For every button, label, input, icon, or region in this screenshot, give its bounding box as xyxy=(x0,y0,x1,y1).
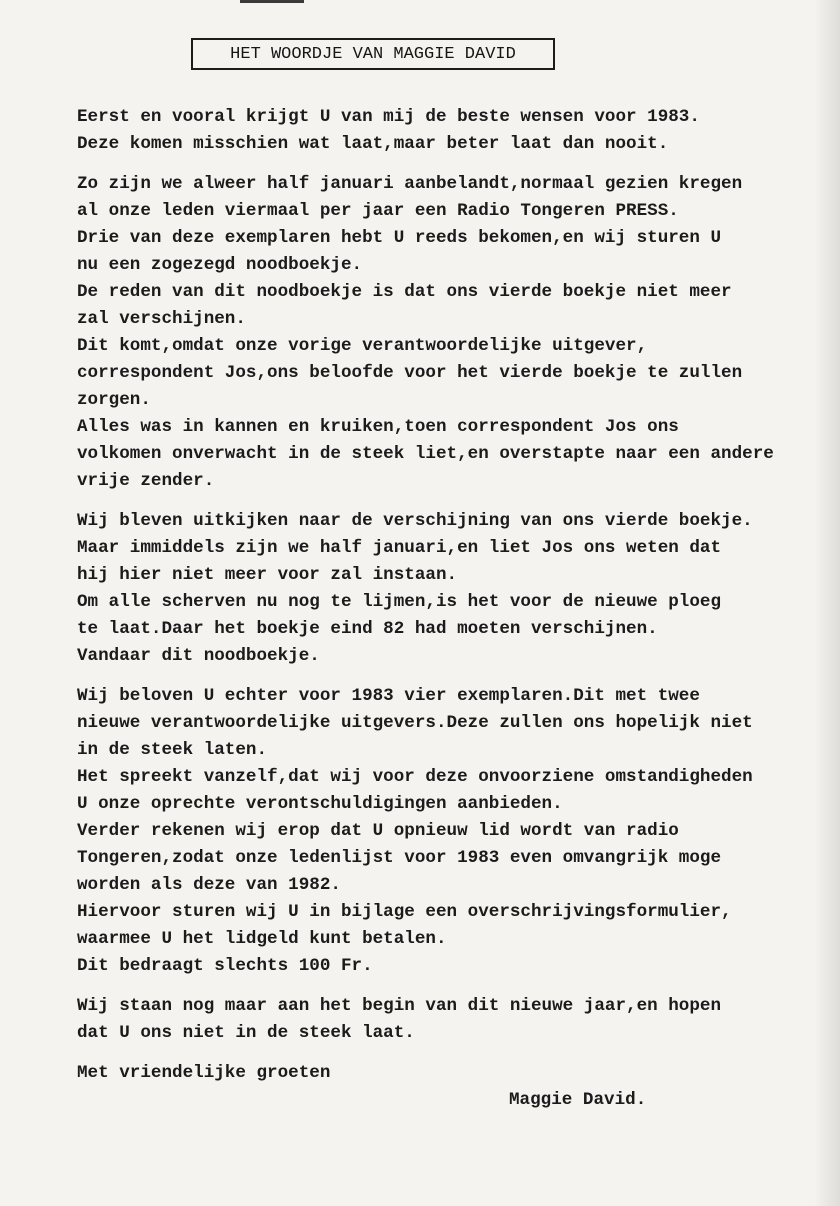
paragraph xyxy=(77,171,817,495)
text-line: nieuwe verantwoordelijke uitgevers.Deze zullen ons hopelijk niet xyxy=(77,713,753,733)
paragraph xyxy=(77,993,817,1047)
text-line: vrije zender. xyxy=(77,471,215,491)
text-line: Wij beloven U echter voor 1983 vier exemplaren.Dit met twee xyxy=(77,686,700,706)
letter-body xyxy=(77,104,817,1114)
text-line: Verder rekenen wij erop dat U opnieuw lid wordt van radio xyxy=(77,821,679,841)
text-line: Dit komt,omdat onze vorige verantwoordelijke uitgever, xyxy=(77,336,648,356)
text-line: U onze oprechte verontschuldigingen aanbieden. xyxy=(77,794,563,814)
text-line: Wij bleven uitkijken naar de verschijning van ons vierde boekje. xyxy=(77,511,753,531)
text-line: nu een zogezegd noodboekje. xyxy=(77,255,363,275)
paragraph xyxy=(77,508,817,670)
text-line: Tongeren,zodat onze ledenlijst voor 1983 even omvangrijk moge xyxy=(77,848,722,868)
text-line: Vandaar dit noodboekje. xyxy=(77,646,320,666)
text-line: Deze komen misschien wat laat,maar beter laat dan nooit. xyxy=(77,134,669,154)
text-line: Maar immiddels zijn we half januari,en liet Jos ons weten dat xyxy=(77,538,722,558)
text-line: te laat.Daar het boekje eind 82 had moeten verschijnen. xyxy=(77,619,658,639)
title-box xyxy=(191,38,555,70)
text-line: volkomen onverwacht in de steek liet,en overstapte naar een andere xyxy=(77,444,774,464)
text-line: Wij staan nog maar aan het begin van dit nieuwe jaar,en hopen xyxy=(77,996,722,1016)
text-line: Alles was in kannen en kruiken,toen correspondent Jos ons xyxy=(77,417,679,437)
paragraph xyxy=(77,683,817,980)
text-line: Drie van deze exemplaren hebt U reeds bekomen,en wij sturen U xyxy=(77,228,722,248)
text-line: Hiervoor sturen wij U in bijlage een overschrijvingsformulier, xyxy=(77,902,732,922)
signature: Maggie David. xyxy=(509,1090,647,1110)
text-line: zorgen. xyxy=(77,390,151,410)
text-line: dat U ons niet in de steek laat. xyxy=(77,1023,415,1043)
text-line: Het spreekt vanzelf,dat wij voor deze onvoorziene omstandigheden xyxy=(77,767,753,787)
text-line: waarmee U het lidgeld kunt betalen. xyxy=(77,929,447,949)
text-line: correspondent Jos,ons beloofde voor het vierde boekje te zullen xyxy=(77,363,743,383)
text-line: Zo zijn we alweer half januari aanbelandt,normaal gezien kregen xyxy=(77,174,743,194)
text-line: De reden van dit noodboekje is dat ons vierde boekje niet meer xyxy=(77,282,732,302)
letter-paragraphs xyxy=(77,104,817,1047)
text-line: in de steek laten. xyxy=(77,740,268,760)
text-line: Om alle scherven nu nog te lijmen,is het voor de nieuwe ploeg xyxy=(77,592,722,612)
top-edge-mark xyxy=(240,0,304,3)
page-edge-shadow xyxy=(814,0,840,1206)
text-line: worden als deze van 1982. xyxy=(77,875,341,895)
text-line: zal verschijnen. xyxy=(77,309,246,329)
text-line: al onze leden viermaal per jaar een Radio Tongeren PRESS. xyxy=(77,201,679,221)
closing-line: Met vriendelijke groeten xyxy=(77,1063,331,1083)
page-title: HET WOORDJE VAN MAGGIE DAVID xyxy=(230,45,516,64)
text-line: Eerst en vooral krijgt U van mij de beste wensen voor 1983. xyxy=(77,107,700,127)
text-line: Dit bedraagt slechts 100 Fr. xyxy=(77,956,373,976)
paragraph xyxy=(77,104,817,158)
text-line: hij hier niet meer voor zal instaan. xyxy=(77,565,458,585)
